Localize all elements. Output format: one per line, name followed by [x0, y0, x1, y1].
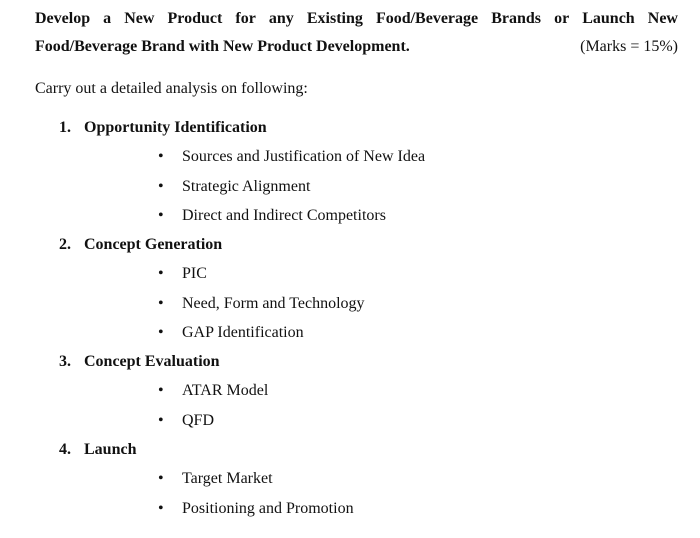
- bullet-item: [158, 147, 425, 167]
- bullet-text: Positioning and Promotion: [182, 500, 354, 517]
- bullet-icon: •: [158, 295, 164, 312]
- heading-word: Existing: [306, 10, 363, 27]
- heading-word: Product: [167, 10, 223, 27]
- assignment-heading-line-1: [35, 9, 678, 29]
- heading-word: Develop: [35, 10, 91, 27]
- bullet-icon: •: [158, 500, 164, 517]
- bullet-icon: •: [158, 324, 164, 341]
- bullet-icon: •: [158, 178, 164, 195]
- bullet-text: GAP Identification: [182, 324, 304, 341]
- section-title: Concept Evaluation: [84, 353, 220, 370]
- bullet-text: Direct and Indirect Competitors: [182, 207, 386, 224]
- heading-word: for: [235, 10, 256, 27]
- section-heading: [59, 118, 267, 138]
- bullet-icon: •: [158, 265, 164, 282]
- bullet-icon: •: [158, 412, 164, 429]
- heading-word: Food/Beverage: [375, 10, 479, 27]
- bullet-item: [158, 381, 268, 401]
- heading-word: New: [124, 10, 155, 27]
- bullet-icon: •: [158, 207, 164, 224]
- intro-text: Carry out a detailed analysis on following:: [35, 80, 308, 97]
- section-number: 2.: [59, 236, 71, 253]
- heading-word: any: [268, 10, 294, 27]
- bullet-item: [158, 411, 214, 431]
- heading-word: or: [554, 10, 570, 27]
- bullet-item: [158, 323, 304, 343]
- heading-word: Launch: [582, 10, 635, 27]
- bullet-item: [158, 469, 273, 489]
- heading-text: Food/Beverage Brand with New Product Development.: [35, 38, 410, 55]
- heading-word: a: [103, 10, 112, 27]
- section-number: 3.: [59, 353, 71, 370]
- heading-word: Brands: [491, 10, 541, 27]
- section-title: Concept Generation: [84, 236, 223, 253]
- bullet-item: [158, 206, 386, 226]
- section-title: Opportunity Identification: [84, 119, 267, 136]
- section-number: 4.: [59, 441, 71, 458]
- bullet-item: [158, 177, 310, 197]
- bullet-text: PIC: [182, 265, 207, 282]
- section-number: 1.: [59, 119, 71, 136]
- bullet-item: [158, 294, 365, 314]
- section-heading: [59, 440, 136, 460]
- bullet-text: ATAR Model: [182, 382, 269, 399]
- bullet-text: Sources and Justification of New Idea: [182, 148, 426, 165]
- section-heading: [59, 235, 222, 255]
- bullet-text: QFD: [182, 412, 215, 429]
- bullet-text: Strategic Alignment: [182, 178, 311, 195]
- section-title: Launch: [84, 441, 137, 458]
- bullet-text: Target Market: [182, 470, 273, 487]
- assignment-heading-line-2: [35, 37, 678, 57]
- heading-word: New: [647, 10, 678, 27]
- bullet-icon: •: [158, 148, 164, 165]
- bullet-icon: •: [158, 382, 164, 399]
- section-heading: [59, 352, 220, 372]
- marks-label: (Marks = 15%): [580, 38, 678, 55]
- bullet-item: [158, 264, 207, 284]
- bullet-icon: •: [158, 470, 164, 487]
- bullet-item: [158, 499, 354, 519]
- bullet-text: Need, Form and Technology: [182, 295, 365, 312]
